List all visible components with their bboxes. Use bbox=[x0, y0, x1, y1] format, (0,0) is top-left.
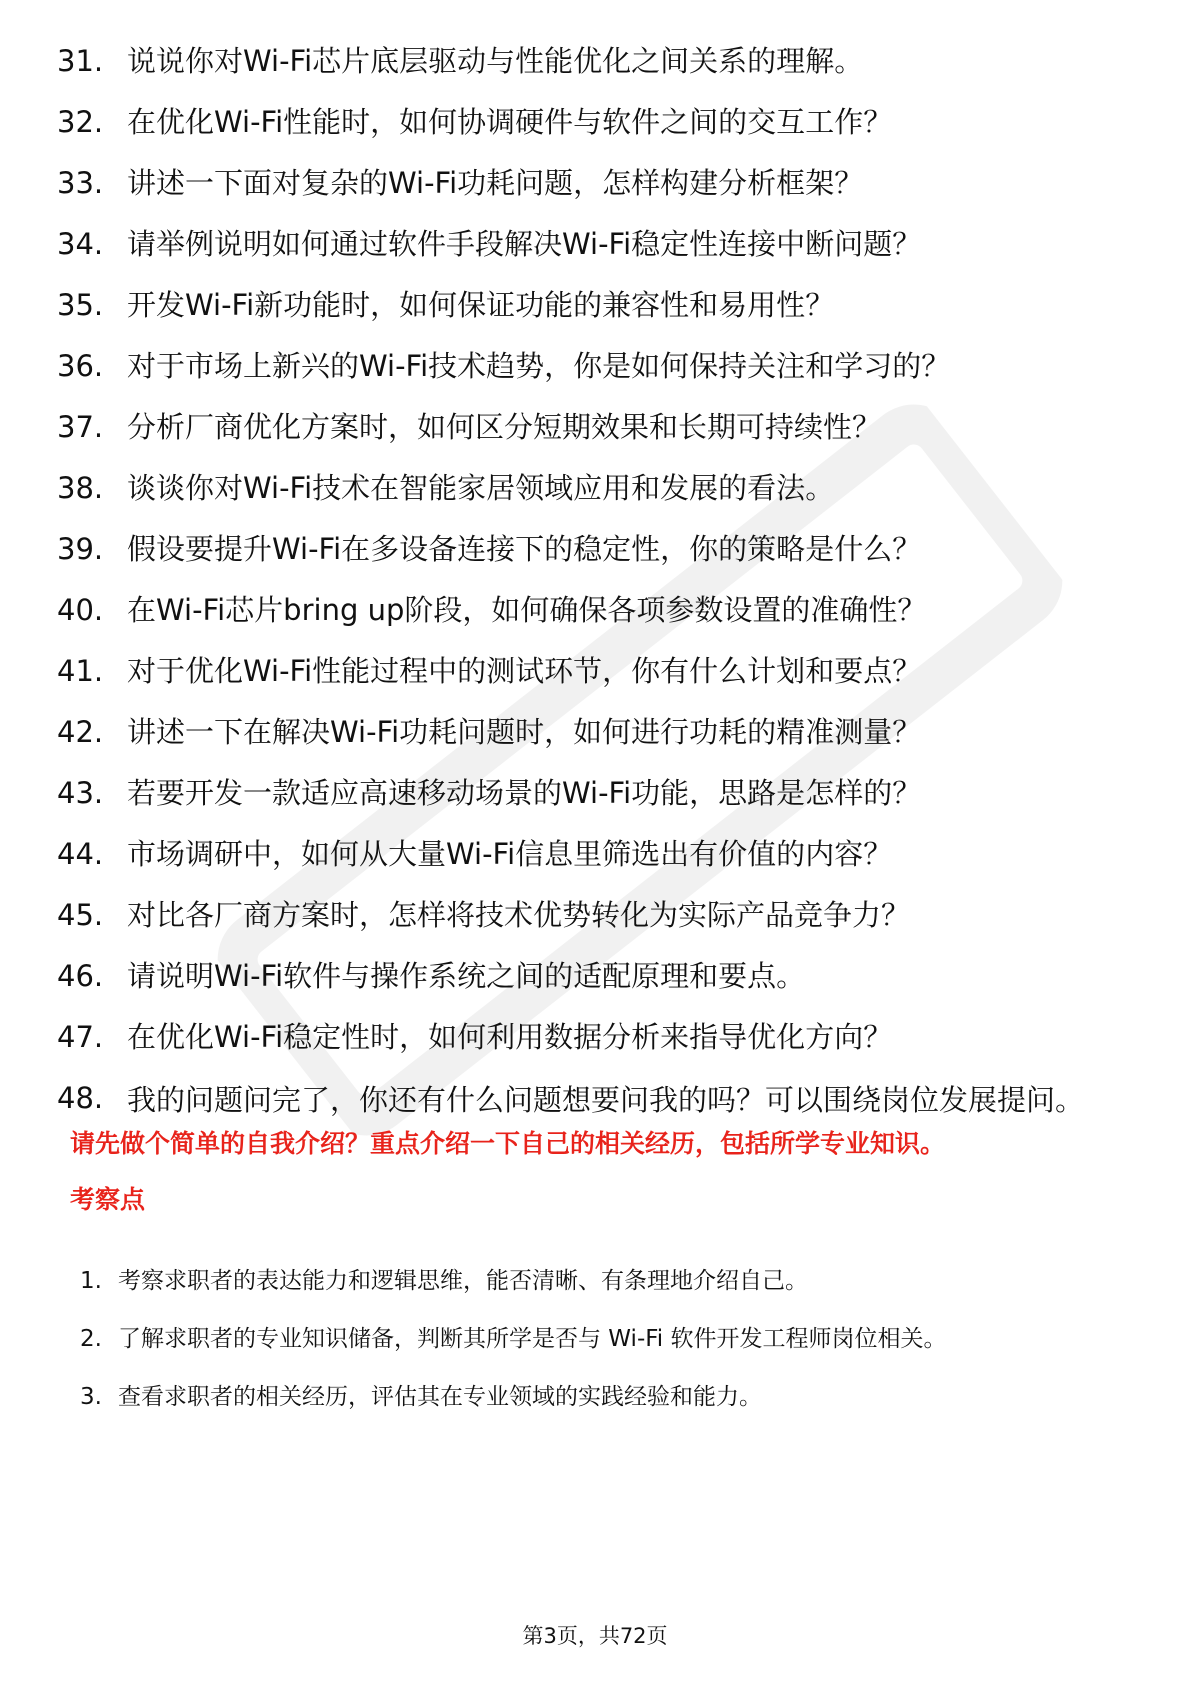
question-item bbox=[57, 45, 1137, 78]
question-item bbox=[57, 350, 1137, 383]
question-item bbox=[57, 228, 1137, 261]
question-item bbox=[57, 106, 1137, 139]
question-text: 谈谈你对Wi-Fi技术在智能家居领域应用和发展的看法。 bbox=[127, 471, 835, 505]
page-number: 第3页，共72页 bbox=[522, 1624, 668, 1648]
question-item bbox=[57, 289, 1137, 322]
question-text: 对于优化Wi-Fi性能过程中的测试环节，你有什么计划和要点？ bbox=[127, 654, 922, 688]
question-item bbox=[57, 655, 1137, 688]
assessment-points bbox=[80, 1255, 1100, 1429]
assessment-point bbox=[80, 1313, 1100, 1365]
question-number: 34. bbox=[57, 227, 104, 261]
question-number: 31. bbox=[57, 44, 104, 78]
question-item bbox=[57, 899, 1137, 932]
question-item bbox=[57, 1082, 1137, 1118]
point-text: 考察求职者的表达能力和逻辑思维，能否清晰、有条理地介绍自己。 bbox=[118, 1268, 808, 1294]
point-number: 1. bbox=[80, 1268, 102, 1294]
section-title: 请先做个简单的自我介绍？重点介绍一下自己的相关经历，包括所学专业知识。 bbox=[70, 1129, 946, 1158]
question-number: 37. bbox=[57, 410, 104, 444]
point-text: 了解求职者的专业知识储备，判断其所学是否与 Wi-Fi 软件开发工程师岗位相关。 bbox=[118, 1326, 947, 1352]
question-list bbox=[57, 45, 1137, 1146]
question-item bbox=[57, 533, 1137, 566]
section-subtitle: 考察点 bbox=[70, 1185, 146, 1214]
question-text: 在优化Wi-Fi性能时，如何协调硬件与软件之间的交互工作？ bbox=[127, 105, 893, 139]
question-item bbox=[57, 594, 1137, 627]
question-text: 在Wi-Fi芯片bring up阶段，如何确保各项参数设置的准确性？ bbox=[127, 593, 927, 627]
question-number: 42. bbox=[57, 715, 104, 749]
question-number: 36. bbox=[57, 349, 104, 383]
question-number: 32. bbox=[57, 105, 104, 139]
point-text: 查看求职者的相关经历，评估其在专业领域的实践经验和能力。 bbox=[118, 1384, 762, 1410]
question-text: 请举例说明如何通过软件手段解决Wi-Fi稳定性连接中断问题？ bbox=[127, 227, 922, 261]
question-number: 35. bbox=[57, 288, 104, 322]
question-text: 市场调研中，如何从大量Wi-Fi信息里筛选出有价值的内容？ bbox=[127, 837, 893, 871]
point-number: 2. bbox=[80, 1326, 102, 1352]
question-text: 假设要提升Wi-Fi在多设备连接下的稳定性，你的策略是什么？ bbox=[127, 532, 922, 566]
question-number: 45. bbox=[57, 898, 104, 932]
question-item bbox=[57, 838, 1137, 871]
question-text: 讲述一下面对复杂的Wi-Fi功耗问题，怎样构建分析框架？ bbox=[127, 166, 864, 200]
question-text: 若要开发一款适应高速移动场景的Wi-Fi功能，思路是怎样的？ bbox=[127, 776, 922, 810]
question-number: 41. bbox=[57, 654, 104, 688]
assessment-point bbox=[80, 1255, 1100, 1307]
question-item bbox=[57, 716, 1137, 749]
question-text: 对于市场上新兴的Wi-Fi技术趋势，你是如何保持关注和学习的？ bbox=[127, 349, 951, 383]
question-number: 43. bbox=[57, 776, 104, 810]
question-number: 38. bbox=[57, 471, 104, 505]
question-text: 请说明Wi-Fi软件与操作系统之间的适配原理和要点。 bbox=[127, 959, 806, 993]
question-text: 讲述一下在解决Wi-Fi功耗问题时，如何进行功耗的精准测量？ bbox=[127, 715, 922, 749]
question-number: 47. bbox=[57, 1020, 104, 1054]
question-item bbox=[57, 1021, 1137, 1054]
question-number: 46. bbox=[57, 959, 104, 993]
question-item bbox=[57, 777, 1137, 810]
question-number: 39. bbox=[57, 532, 104, 566]
question-item bbox=[57, 167, 1137, 200]
question-number: 33. bbox=[57, 166, 104, 200]
question-number: 44. bbox=[57, 837, 104, 871]
question-text: 对比各厂商方案时，怎样将技术优势转化为实际产品竞争力？ bbox=[127, 898, 911, 932]
question-number: 40. bbox=[57, 593, 104, 627]
assessment-point bbox=[80, 1371, 1100, 1423]
question-item bbox=[57, 960, 1137, 993]
question-item bbox=[57, 472, 1137, 505]
question-text: 我的问题问完了，你还有什么问题想要问我的吗？可以围绕岗位发展提问。 bbox=[127, 1083, 1085, 1117]
question-text: 开发Wi-Fi新功能时，如何保证功能的兼容性和易用性？ bbox=[127, 288, 835, 322]
question-text: 分析厂商优化方案时，如何区分短期效果和长期可持续性？ bbox=[127, 410, 882, 444]
question-item bbox=[57, 411, 1137, 444]
question-number: 48. bbox=[57, 1081, 104, 1115]
question-text: 说说你对Wi-Fi芯片底层驱动与性能优化之间关系的理解。 bbox=[127, 44, 864, 78]
point-number: 3. bbox=[80, 1384, 102, 1410]
question-text: 在优化Wi-Fi稳定性时，如何利用数据分析来指导优化方向？ bbox=[127, 1020, 893, 1054]
